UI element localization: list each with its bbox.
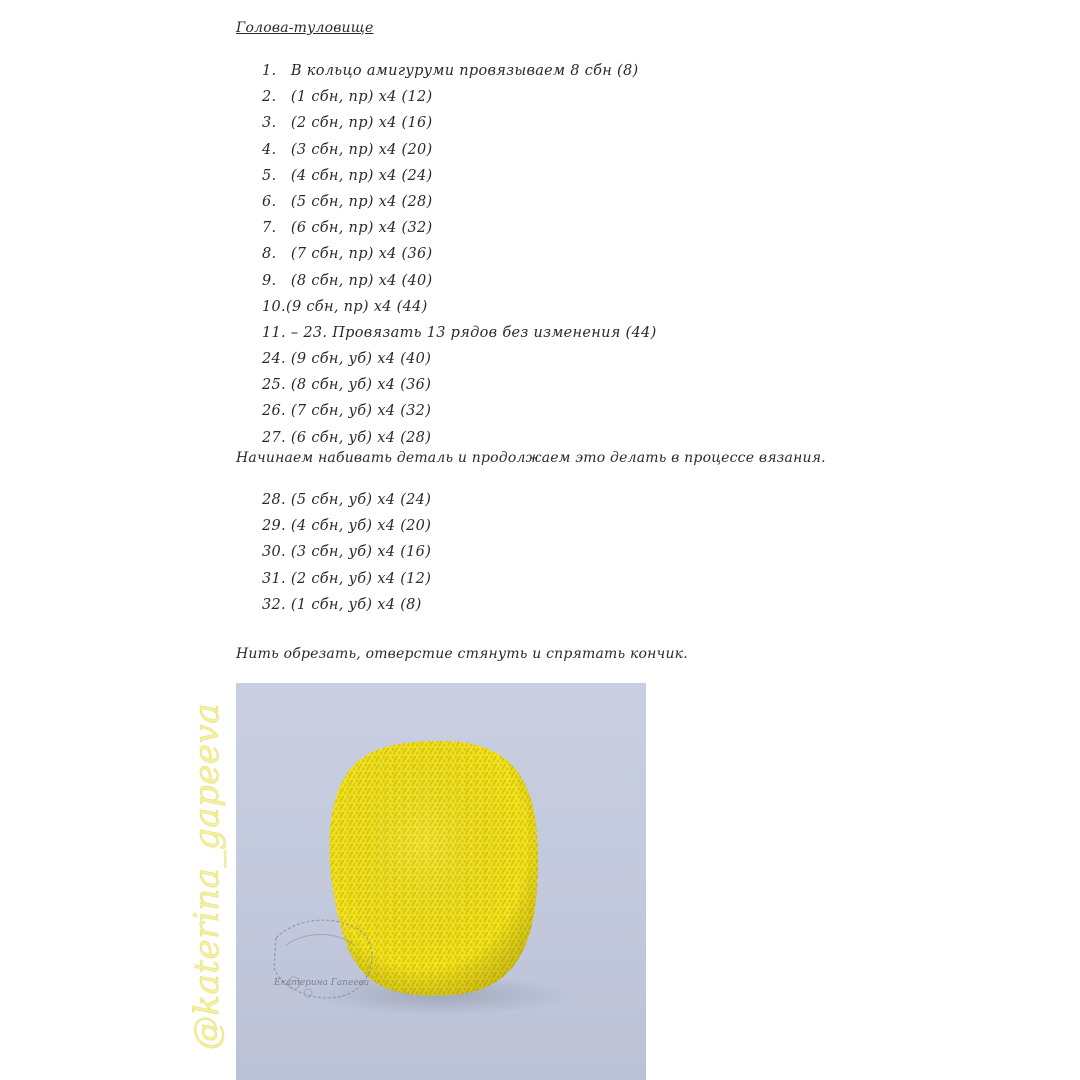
row-number: 3.	[262, 115, 277, 132]
stuffing-note: Начинаем набивать деталь и продолжаем это делать в процессе вязания.	[236, 450, 826, 466]
row-number: 7.	[262, 220, 277, 237]
row-text: (4 сбн, пр) х4 (24)	[290, 167, 433, 184]
row-text: (1 сбн, пр) х4 (12)	[290, 89, 433, 106]
row-text: (8 сбн, пр) х4 (40)	[290, 272, 433, 289]
pattern-row	[262, 215, 962, 241]
row-number: 10.	[262, 298, 286, 315]
svg-text:Екатерина Гапеева: Екатерина Гапеева	[274, 978, 370, 988]
pattern-row	[262, 346, 962, 372]
pattern-row	[262, 268, 962, 294]
pattern-row	[262, 84, 962, 110]
row-number: 11. – 23.	[262, 324, 328, 341]
row-number: 5.	[262, 167, 277, 184]
row-text: (7 сбн, пр) х4 (36)	[290, 246, 433, 263]
pattern-row	[262, 592, 962, 618]
pattern-row	[262, 372, 962, 398]
pattern-row	[262, 110, 962, 136]
row-number: 26.	[262, 403, 286, 420]
row-text: (1 сбн, уб) х4 (8)	[290, 596, 422, 613]
finish-note: Нить обрезать, отверстие стянуть и спрятать кончик.	[236, 646, 688, 662]
pattern-row	[262, 320, 962, 346]
row-text: (5 сбн, уб) х4 (24)	[290, 492, 432, 508]
rows-list-second	[262, 487, 962, 618]
instagram-watermark	[168, 700, 238, 1060]
row-number: 4.	[262, 141, 277, 158]
row-number: 27.	[262, 429, 286, 446]
row-text: (9 сбн, уб) х4 (40)	[290, 351, 432, 368]
row-number: 25.	[262, 377, 286, 394]
pattern-row	[262, 189, 962, 215]
row-number: 6.	[262, 193, 277, 210]
pattern-row	[262, 294, 962, 320]
row-number: 28.	[262, 492, 286, 508]
crochet-photo	[236, 683, 646, 1080]
pattern-row	[262, 137, 962, 163]
row-text: (2 сбн, уб) х4 (12)	[290, 570, 432, 587]
pattern-row	[262, 513, 962, 539]
row-number: 8.	[262, 246, 277, 263]
row-text: (6 сбн, пр) х4 (32)	[290, 220, 433, 237]
svg-text:@katerina_gapeeva: @katerina_gapeeva	[187, 703, 227, 1050]
section-title: Голова-туловище	[236, 20, 374, 36]
row-text: (8 сбн, уб) х4 (36)	[290, 377, 432, 394]
row-number: 29.	[262, 518, 286, 535]
row-text: (6 сбн, уб) х4 (28)	[290, 429, 432, 446]
row-text: (5 сбн, пр) х4 (28)	[290, 193, 433, 210]
row-number: 32.	[262, 596, 286, 613]
row-number: 30.	[262, 544, 286, 561]
pattern-row	[262, 241, 962, 267]
pattern-row	[262, 566, 962, 592]
pattern-row	[262, 58, 962, 84]
pattern-row	[262, 398, 962, 424]
pattern-row	[262, 163, 962, 189]
row-text: В кольцо амигуруми провязываем 8 сбн (8)	[290, 63, 639, 79]
row-text: (4 сбн, уб) х4 (20)	[290, 518, 432, 535]
row-text: (2 сбн, пр) х4 (16)	[290, 115, 433, 132]
row-text: (9 сбн, пр) х4 (44)	[286, 298, 428, 315]
row-number: 24.	[262, 351, 286, 368]
pattern-row	[262, 539, 962, 565]
row-text: Провязать 13 рядов без изменения (44)	[332, 324, 657, 341]
row-text: (7 сбн, уб) х4 (32)	[290, 403, 432, 420]
rows-list-first	[262, 58, 962, 451]
crochet-photo-svg	[236, 683, 646, 1080]
pattern-row	[262, 425, 962, 451]
row-number: 1.	[262, 63, 277, 79]
row-text: (3 сбн, пр) х4 (20)	[290, 141, 433, 158]
row-number: 31.	[262, 570, 286, 587]
pattern-row	[262, 487, 962, 513]
row-text: (3 сбн, уб) х4 (16)	[290, 544, 432, 561]
row-number: 2.	[262, 89, 277, 106]
row-number: 9.	[262, 272, 277, 289]
